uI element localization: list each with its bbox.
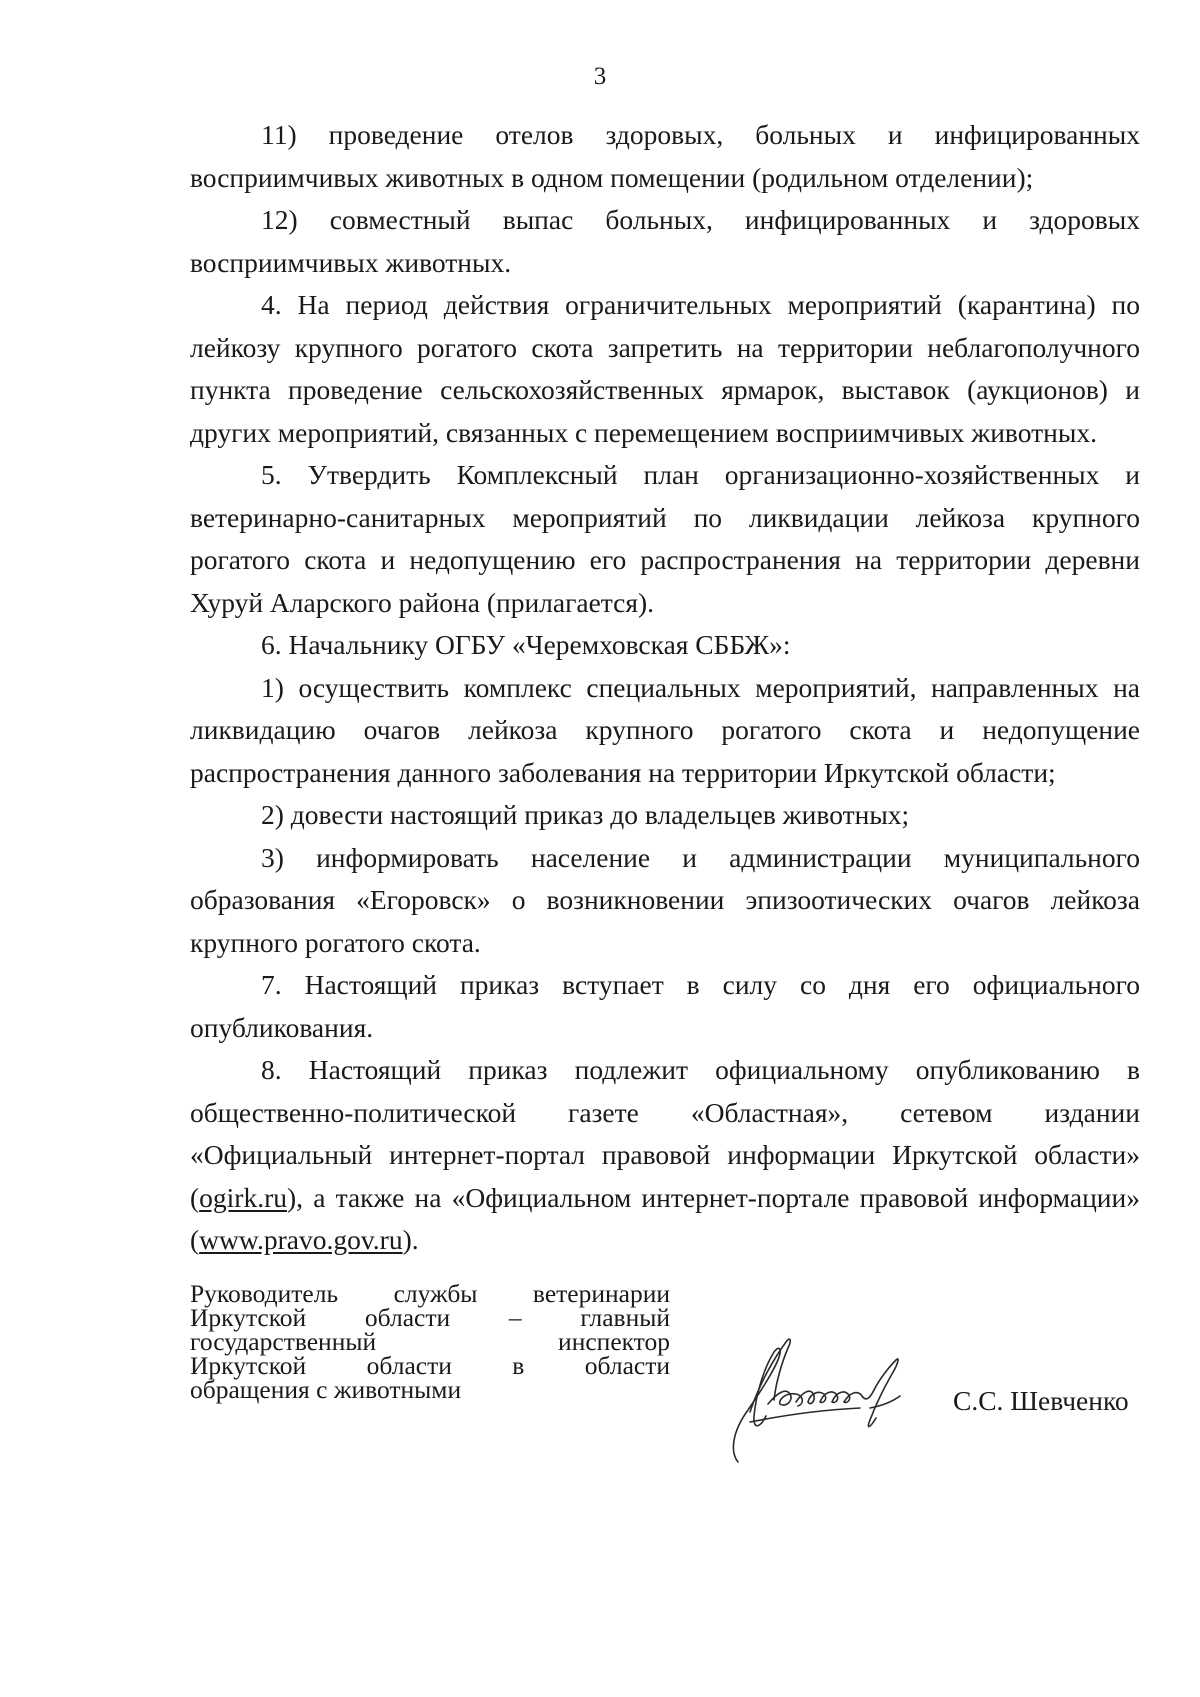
paragraph-8-text-1: 8. Настоящий приказ подлежит официальному опубликованию в общественно-политической газете «Областная», сетевом издании «Официальный интернет-портал правовой информации Иркутской области» ( [190, 1054, 1140, 1213]
paragraph-5: 5. Утвердить Комплексный план организационно-хозяйственных и ветеринарно-санитарных мероприятий по ликвидации лейкоза крупного рогатого скота и недопущению его распространения на территории деревни Хуруй Аларского района (прилагается). [190, 459, 1140, 618]
signatory-position-line: обращения с животными [190, 1375, 462, 1404]
signatory-position-line: Иркутской области в области [190, 1351, 670, 1380]
signatory-position-line: государственный инспектор [190, 1327, 670, 1356]
page-number: 3 [593, 63, 607, 90]
document-body [190, 114, 1140, 1262]
paragraph-6-1: 1) осуществить комплекс специальных мероприятий, направленных на ликвидацию очагов лейкоза крупного рогатого скота и недопущение распространения данного заболевания на территории Иркутской области; [190, 671, 1140, 788]
ogirk-link[interactable]: ogirk.ru [199, 1181, 288, 1213]
pravo-gov-link[interactable]: www.pravo.gov.ru [199, 1224, 403, 1255]
paragraph-8 [190, 1049, 1140, 1262]
paragraph-6-3: 3) информировать население и администрации муниципального образования «Егоровск» о возникновении эпизоотических очагов лейкоза крупного рогатого скота. [190, 841, 1140, 958]
paragraph-8-text-2: ), а также на «Официальном интернет-портале правовой информации» ( [190, 1181, 1140, 1255]
paragraph-6: 6. Начальнику ОГБУ «Черемховская СББЖ»: [261, 629, 791, 660]
paragraph-3-12: 12) совместный выпас больных, инфицированных и здоровых восприимчивых животных. [190, 204, 1140, 278]
paragraph-3-11: 11) проведение отелов здоровых, больных и инфицированных восприимчивых животных в одном помещении (родильном отделении); [190, 119, 1140, 193]
paragraph-8-text-3: ). [402, 1224, 419, 1255]
signatory-position-line: Руководитель службы ветеринарии [190, 1279, 670, 1308]
signer-name: С.С. Шевченко [953, 1385, 1129, 1416]
signatory-position [190, 1279, 670, 1404]
signatory-position-line: Иркутской области – главный [190, 1303, 670, 1332]
paragraph-6-2: 2) довести настоящий приказ до владельцев животных; [261, 799, 910, 830]
handwritten-signature [720, 1312, 960, 1467]
paragraph-7: 7. Настоящий приказ вступает в силу со дня его официального опубликования. [190, 969, 1140, 1043]
paragraph-4: 4. На период действия ограничительных мероприятий (карантина) по лейкозу крупного рогатого скота запретить на территории неблагополучного пункта проведение сельскохозяйственных ярмарок, выставок (аукционов) и других мероприятий, связанных с перемещением восприимчивых животных. [190, 289, 1140, 448]
